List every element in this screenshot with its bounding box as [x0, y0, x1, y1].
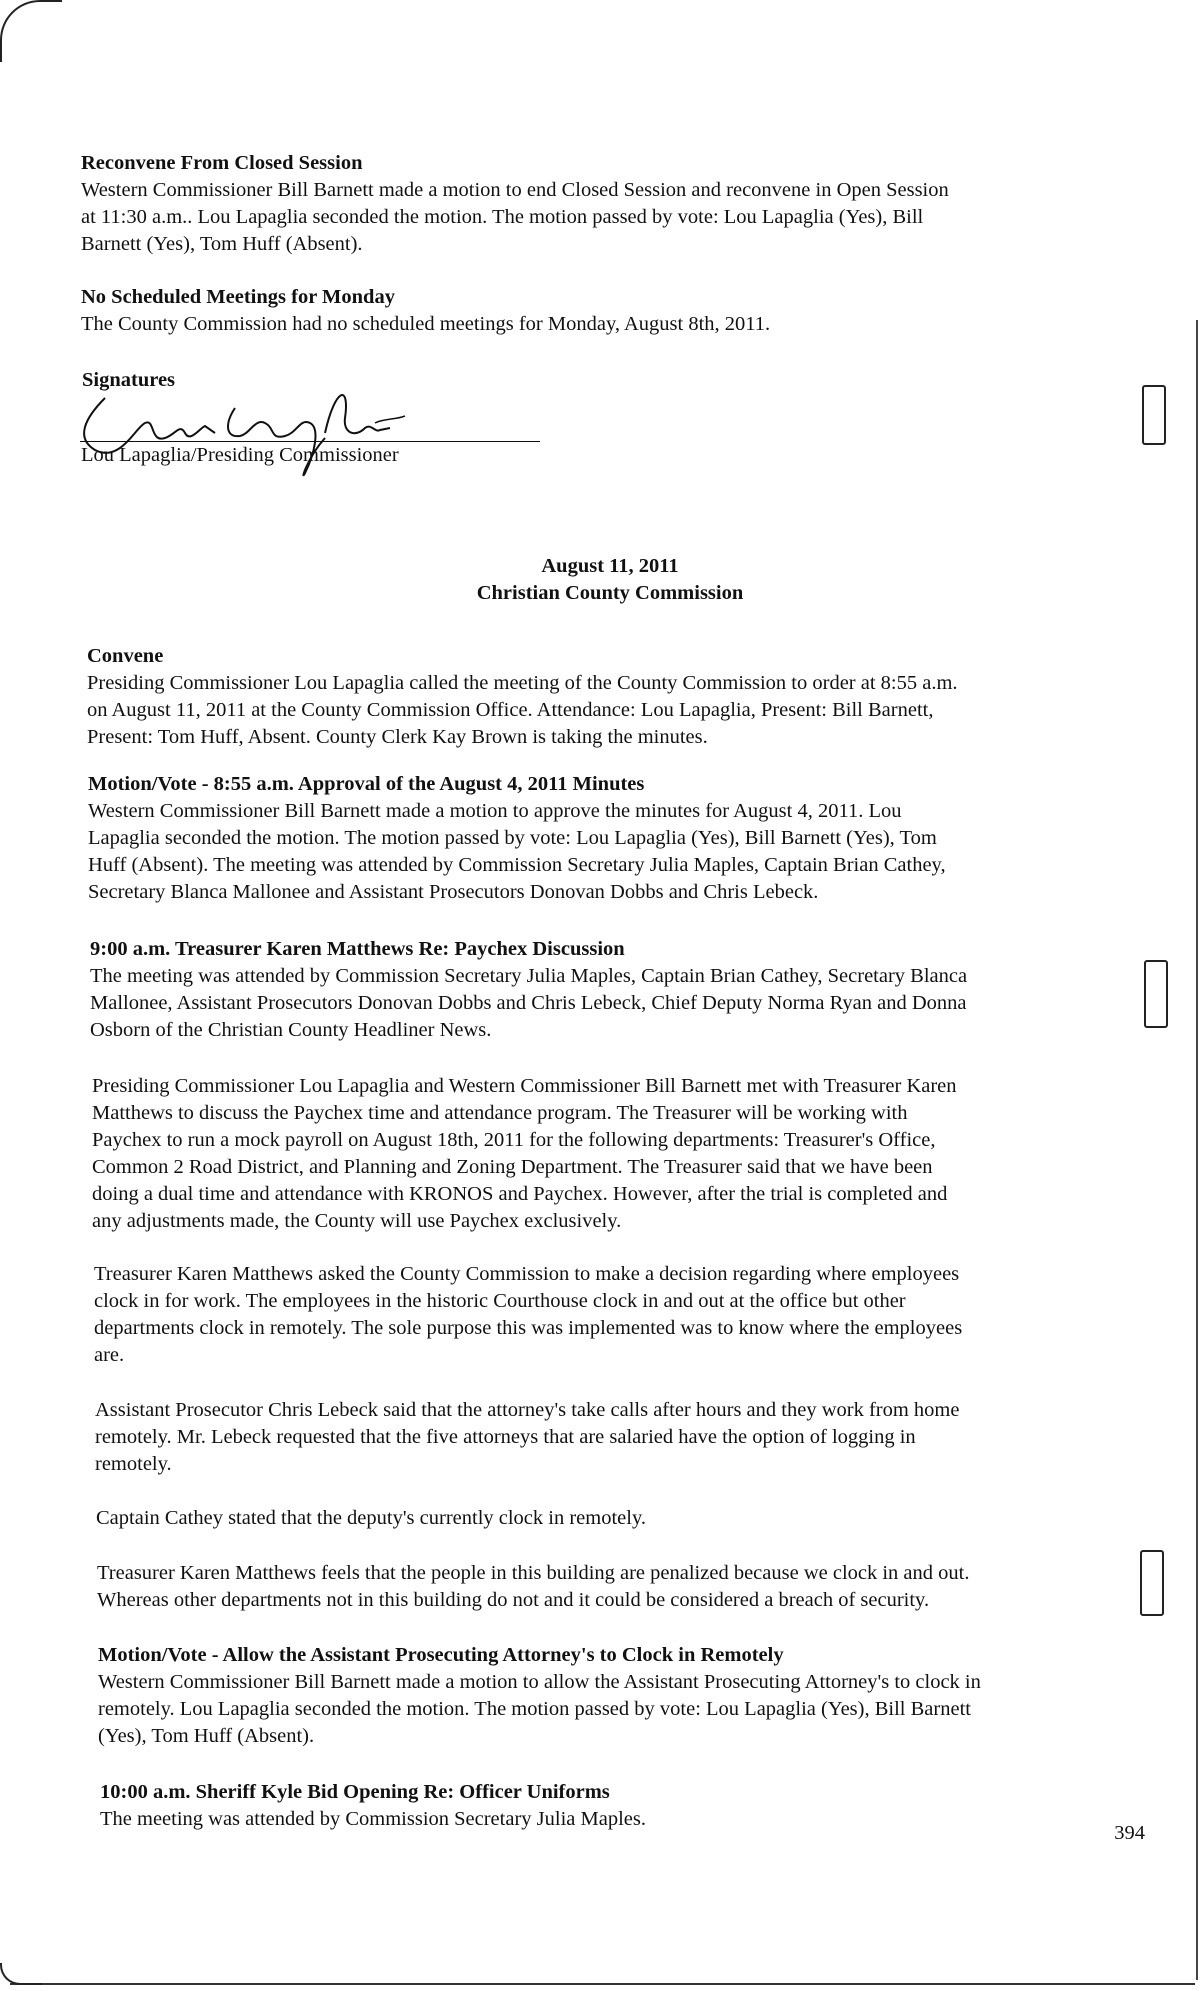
body-line: Lapaglia seconded the motion. The motion passed by vote: Lou Lapaglia (Yes), Bill Barnett (Yes), Tom: [88, 827, 937, 849]
margin-box: [1140, 1550, 1164, 1616]
body-line: remotely. Mr. Lebeck requested that the five attorneys that are salaried have the option of logging in: [95, 1426, 916, 1448]
body-line: departments clock in remotely. The sole purpose this was implemented was to know where the employees: [94, 1317, 963, 1339]
body-line: Mallonee, Assistant Prosecutors Donovan Dobbs and Chris Lebeck, Chief Deputy Norma Ryan and Donna: [90, 992, 967, 1014]
section-sheriff: [100, 1779, 1150, 1833]
body-line: are.: [94, 1344, 125, 1366]
section-heading: 9:00 a.m. Treasurer Karen Matthews Re: Paychex Discussion: [90, 938, 625, 960]
body-line: Western Commissioner Bill Barnett made a motion to allow the Assistant Prosecuting Attorney's to clock in: [98, 1671, 981, 1693]
body-line: The meeting was attended by Commission Secretary Julia Maples.: [100, 1808, 646, 1830]
body-line: Paychex to run a mock payroll on August 18th, 2011 for the following departments: Treasurer's Office,: [92, 1129, 936, 1151]
body-line: Secretary Blanca Mallonee and Assistant Prosecutors Donovan Dobbs and Chris Lebeck.: [88, 881, 819, 903]
body-line: clock in for work. The employees in the historic Courthouse clock in and out at the office but other: [94, 1290, 906, 1312]
body-line: Treasurer Karen Matthews feels that the people in this building are penalized because we clock in and out.: [97, 1562, 970, 1584]
paragraph-penalized: [97, 1560, 1147, 1614]
section-heading: Reconvene From Closed Session: [81, 152, 363, 174]
body-line: Matthews to discuss the Paychex time and attendance program. The Treasurer will be working with: [92, 1102, 908, 1124]
body-line: Assistant Prosecutor Chris Lebeck said that the attorney's take calls after hours and they work from home: [95, 1399, 960, 1421]
body-line: Osborn of the Christian County Headliner News.: [90, 1019, 492, 1041]
paragraph-paychex: [92, 1073, 1142, 1235]
signature-line: [80, 441, 540, 442]
section-heading: No Scheduled Meetings for Monday: [81, 286, 395, 308]
meeting-body-title: Christian County Commission: [476, 582, 744, 604]
section-heading: Signatures: [82, 369, 176, 391]
section-reconvene: [81, 150, 1131, 258]
body-line: Barnett (Yes), Tom Huff (Absent).: [81, 233, 363, 255]
body-line: (Yes), Tom Huff (Absent).: [98, 1725, 315, 1747]
section-heading: Motion/Vote - 8:55 a.m. Approval of the August 4, 2011 Minutes: [88, 773, 645, 795]
body-line: Huff (Absent). The meeting was attended by Commission Secretary Julia Maples, Captain Brian Cathey,: [88, 854, 946, 876]
section-no-meetings: [81, 284, 1131, 338]
meeting-date: August 11, 2011: [541, 555, 679, 577]
margin-box: [1144, 960, 1168, 1028]
body-line: Western Commissioner Bill Barnett made a motion to end Closed Session and reconvene in Open Session: [81, 179, 949, 201]
section-heading: Motion/Vote - Allow the Assistant Prosecuting Attorney's to Clock in Remotely: [98, 1644, 784, 1666]
page-number: 394: [1114, 1822, 1145, 1844]
body-line: Presiding Commissioner Lou Lapaglia called the meeting of the County Commission to order at 8:55 a.m.: [87, 672, 958, 694]
body-line: remotely. Lou Lapaglia seconded the motion. The motion passed by vote: Lou Lapaglia (Yes), Bill Barnett: [98, 1698, 971, 1720]
body-line: The County Commission had no scheduled meetings for Monday, August 8th, 2011.: [81, 313, 771, 335]
section-motion-minutes: [88, 771, 1138, 906]
body-line: Western Commissioner Bill Barnett made a motion to approve the minutes for August 4, 2011. Lou: [88, 800, 902, 822]
section-heading: 10:00 a.m. Sheriff Kyle Bid Opening Re: Officer Uniforms: [100, 1781, 610, 1803]
body-line: Treasurer Karen Matthews asked the County Commission to make a decision regarding where employees: [94, 1263, 960, 1285]
body-line: The meeting was attended by Commission Secretary Julia Maples, Captain Brian Cathey, Secretary Blanca: [90, 965, 968, 987]
body-line: Presiding Commissioner Lou Lapaglia and Western Commissioner Bill Barnett met with Treasurer Karen: [92, 1075, 957, 1097]
section-convene: [87, 643, 1137, 751]
handwritten-signature: [75, 378, 435, 488]
body-line: at 11:30 a.m.. Lou Lapaglia seconded the motion. The motion passed by vote: Lou Lapaglia (Yes), Bill: [81, 206, 924, 228]
body-line: Present: Tom Huff, Absent. County Clerk Kay Brown is taking the minutes.: [87, 726, 708, 748]
section-motion-remote: [98, 1642, 1148, 1750]
section-heading: Convene: [87, 645, 164, 667]
body-line: Whereas other departments not in this building do not and it could be considered a breach of security.: [97, 1589, 930, 1611]
body-line: any adjustments made, the County will use Paychex exclusively.: [92, 1210, 622, 1232]
page-corner-bottom-left: [0, 1963, 42, 1985]
margin-box: [1142, 385, 1166, 445]
body-line: remotely.: [95, 1453, 172, 1475]
page-corner-top-left: [0, 0, 62, 62]
body-line: Common 2 Road District, and Planning and Zoning Department. The Treasurer said that we have been: [92, 1156, 933, 1178]
paragraph-lebeck: [95, 1397, 1145, 1478]
body-line: Captain Cathey stated that the deputy's currently clock in remotely.: [96, 1507, 647, 1529]
page-edge-bottom: [10, 1983, 1195, 1985]
signature-caption: Lou Lapaglia/Presiding Commissioner: [81, 444, 399, 466]
body-line: doing a dual time and attendance with KRONOS and Paychex. However, after the trial is completed and: [92, 1183, 948, 1205]
signature-block: [75, 378, 555, 478]
paragraph-clock: [94, 1261, 1144, 1369]
section-treasurer: [90, 936, 1140, 1044]
paragraph-cathey: [96, 1505, 1146, 1532]
body-line: on August 11, 2011 at the County Commission Office. Attendance: Lou Lapaglia, Present: Bill Barnett,: [87, 699, 934, 721]
